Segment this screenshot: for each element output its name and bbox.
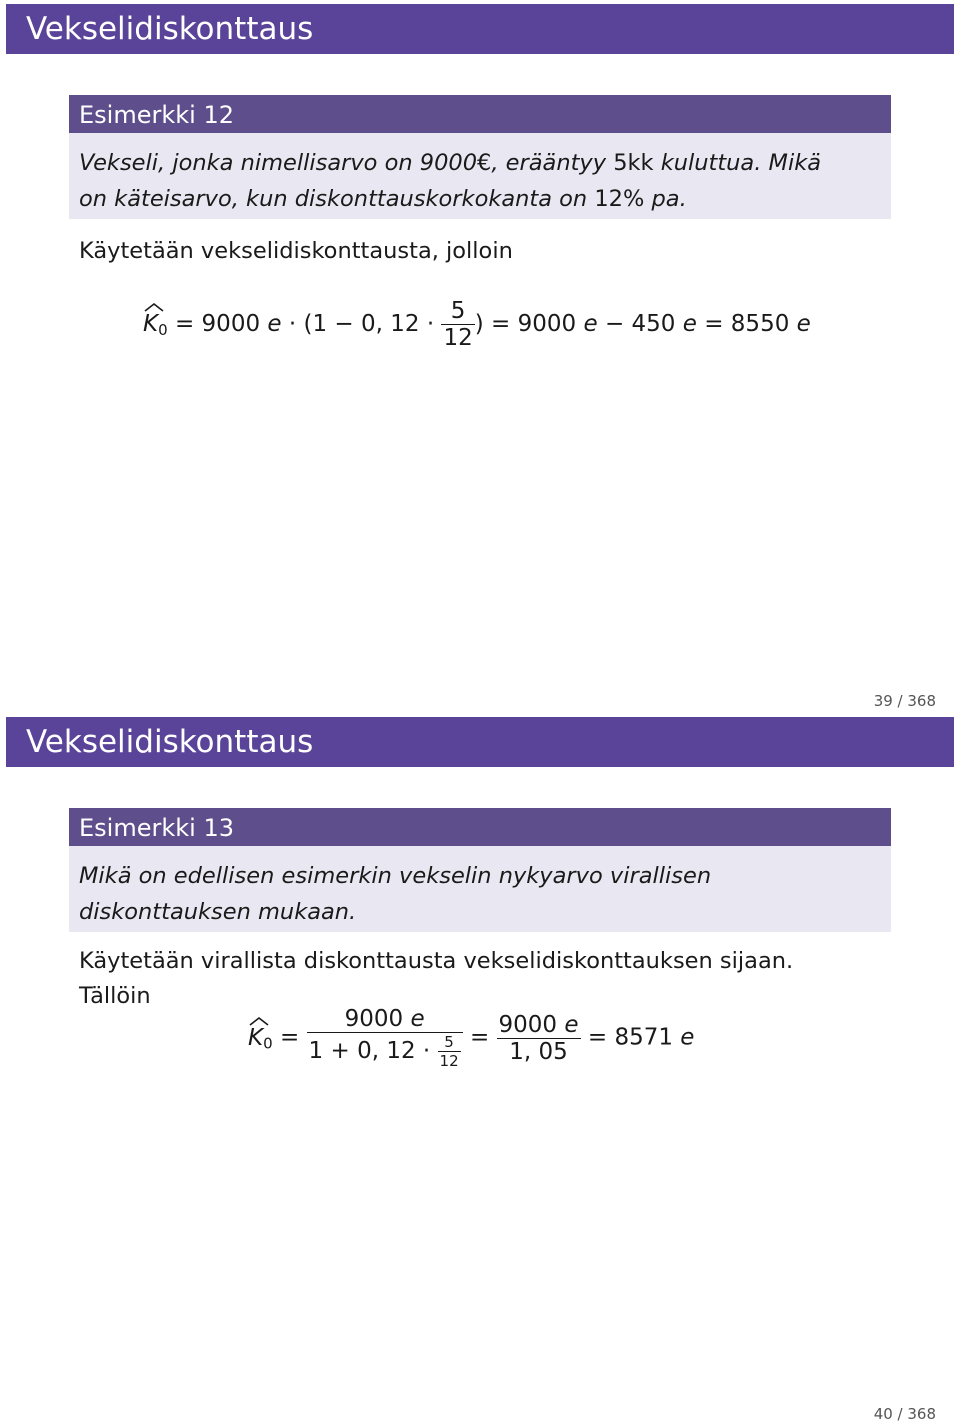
fraction-main: 9000 e 1 + 0, 12 · $\frac{5}{12}$ xyxy=(307,1006,463,1070)
slide-title: Vekselidiskonttaus xyxy=(6,717,954,767)
euro-sign: € xyxy=(477,150,492,176)
fraction-5-12: $\frac{5}{12}$ xyxy=(439,1033,459,1070)
slide-title: Vekselidiskonttaus xyxy=(6,4,954,54)
page-number: 39 / 368 xyxy=(873,692,936,710)
explanation-text-2: Tällöin xyxy=(79,983,151,1009)
formula-vekselidiskonttaus: $K_0 = 9000$ e · (1 − 0, 12 · $\frac{5}{12}$ ) = 9000 e − 450 e = 8550 e xyxy=(143,298,811,351)
slide-40 xyxy=(0,713,960,1426)
k-hat-symbol: K xyxy=(248,1025,263,1051)
fraction-5-12: $\frac{5}{12}$ xyxy=(443,298,473,351)
formula-virallinen-diskonttaus: $K_0$ = 9000 e 1 + 0, 12 · $\frac{5}{12}$ = $\frac{9000 e}{1, 05}$ = 8571 e xyxy=(248,1006,695,1070)
example-block-title: Esimerkki 12 xyxy=(69,95,891,133)
page-number: 40 / 368 xyxy=(873,1405,936,1423)
example-block-body xyxy=(69,846,891,932)
fraction-simplified: $\frac{9000 e}{1, 05}$ xyxy=(498,1011,579,1065)
explanation-text: Käytetään vekselidiskonttausta, jolloin xyxy=(79,238,513,264)
example-line-2: diskonttauksen mukaan. xyxy=(79,899,357,925)
k-hat-symbol: K xyxy=(143,311,158,337)
example-block-body xyxy=(69,133,891,219)
example-block-title: Esimerkki 13 xyxy=(69,808,891,846)
example-line-1: Vekseli, jonka nimellisarvo on 9000€, erääntyy 5kk kuluttua. Mikä xyxy=(79,150,822,176)
explanation-text-1: Käytetään virallista diskonttausta vekselidiskonttauksen sijaan. xyxy=(79,948,794,974)
example-line-1: Mikä on edellisen esimerkin vekselin nykyarvo virallisen xyxy=(79,863,712,889)
example-line-2: on käteisarvo, kun diskonttauskorkokanta on 12% pa. xyxy=(79,186,687,212)
